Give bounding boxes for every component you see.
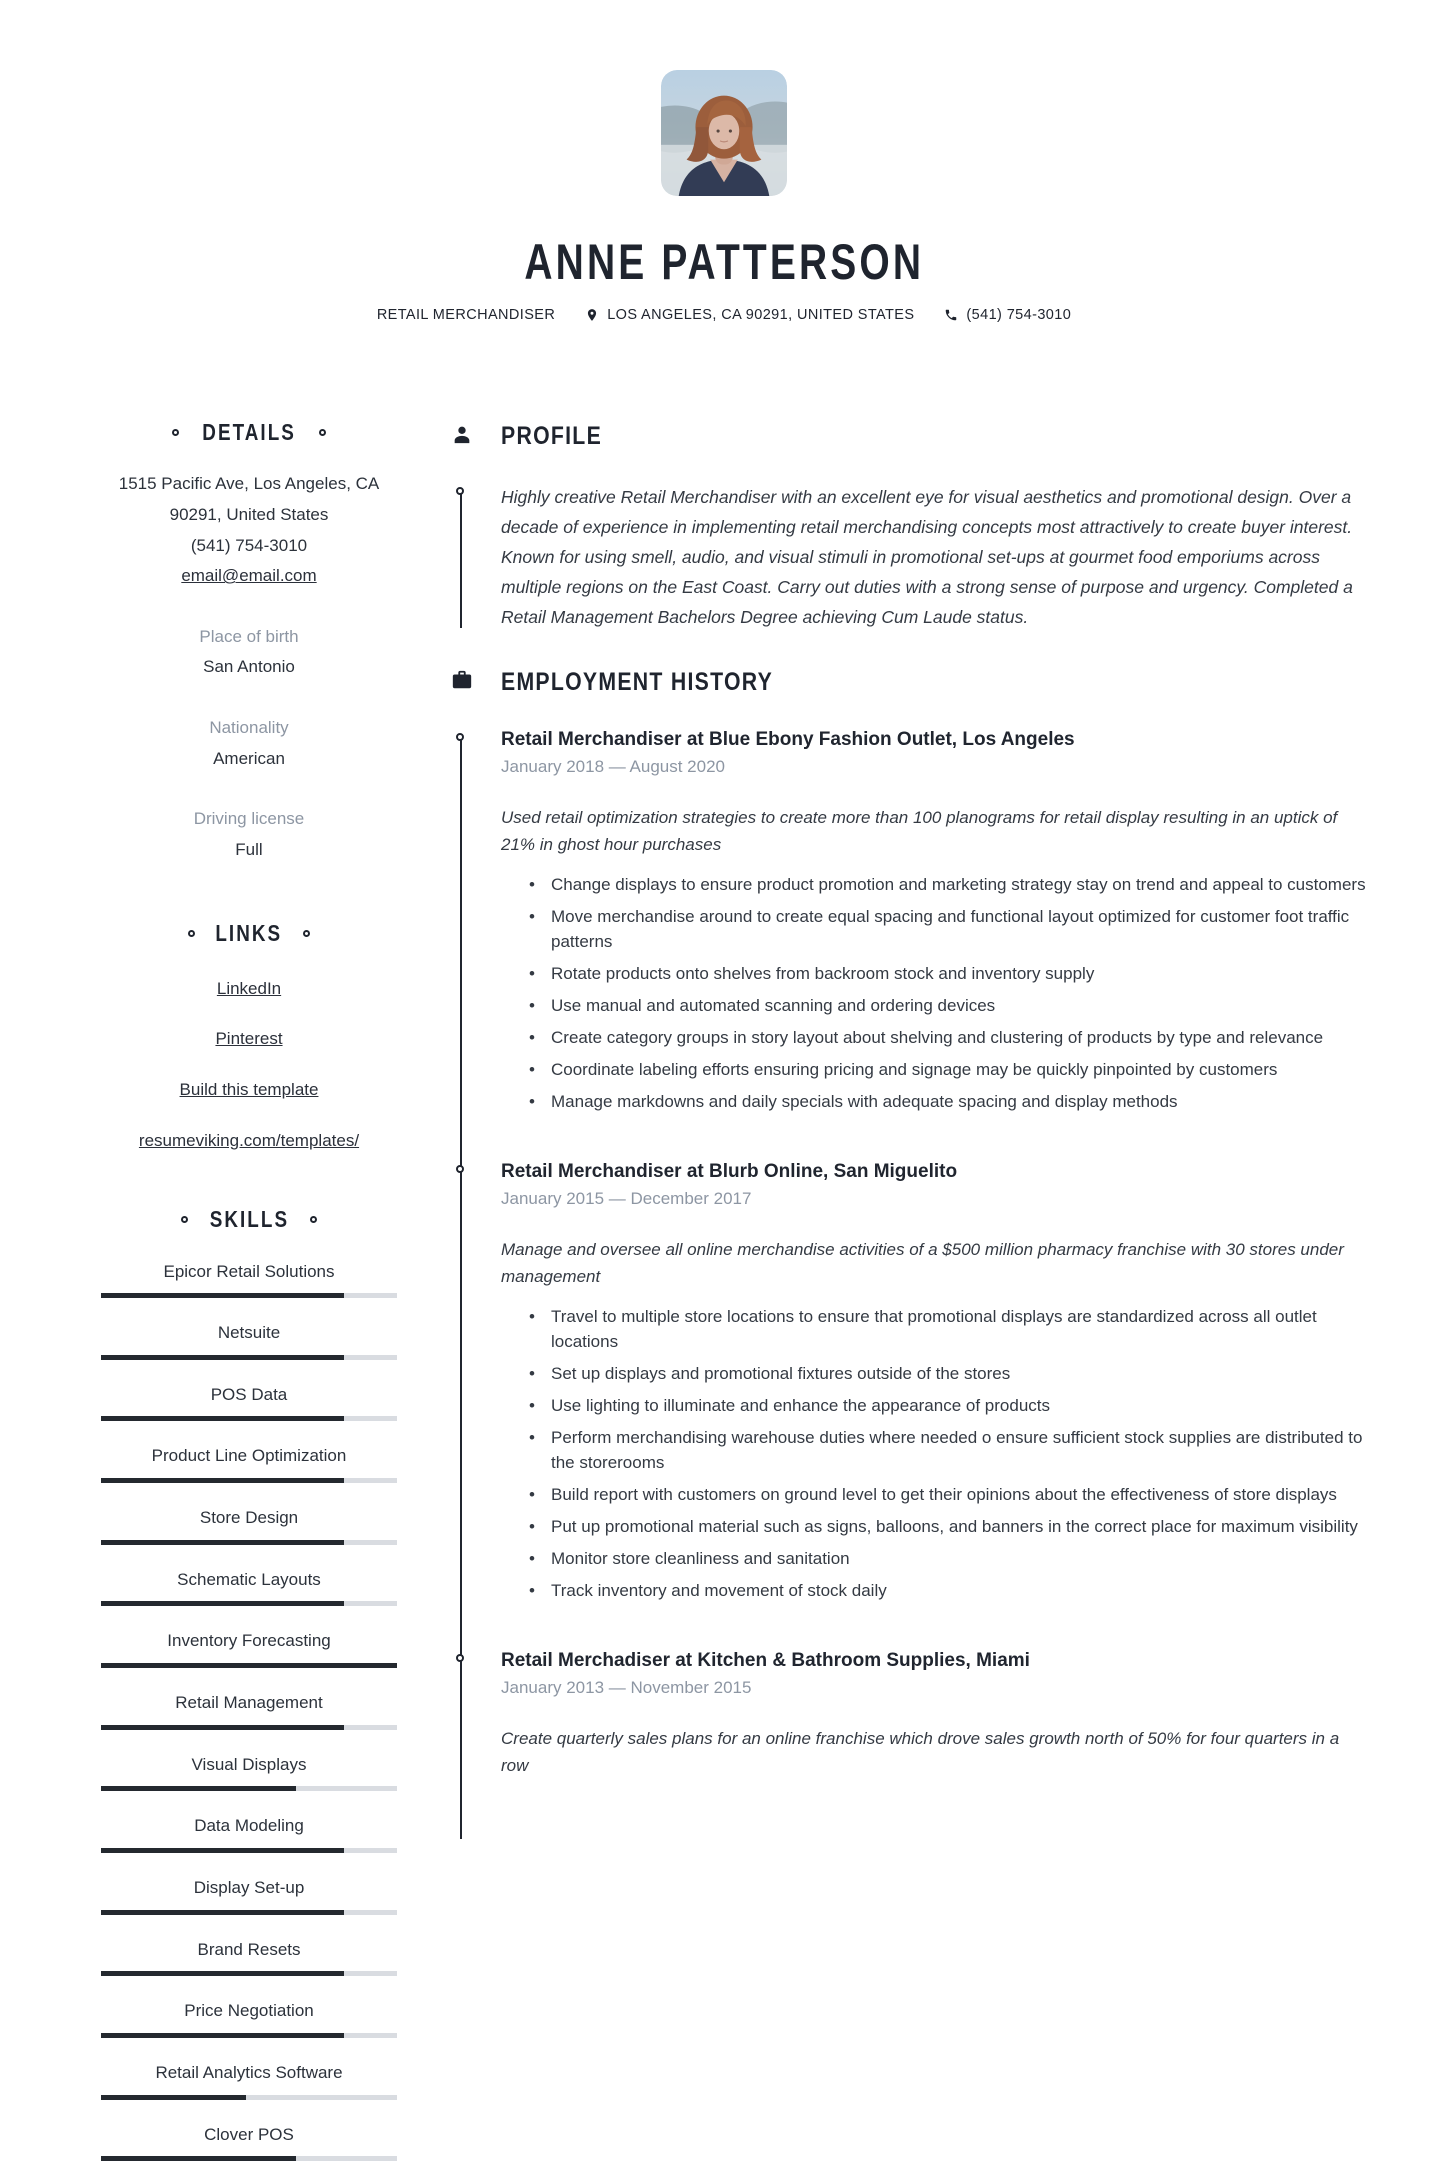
bullet-item: • Monitor store cleanliness and sanitation xyxy=(545,1546,1370,1571)
skill-item xyxy=(84,1568,414,1607)
bullet-item: • Track inventory and movement of stock daily xyxy=(545,1578,1370,1603)
profile-title: PROFILE xyxy=(501,420,602,452)
resume-header xyxy=(0,0,1448,323)
skill-bar xyxy=(101,1601,397,1606)
bullet-item: • Use lighting to illuminate and enhance the appearance of products xyxy=(545,1393,1370,1418)
skill-item xyxy=(84,1629,414,1668)
job-title: Retail Merchandiser at Blue Ebony Fashion Outlet, Los Angeles xyxy=(501,728,1370,752)
phone-number: (541) 754-3010 xyxy=(84,531,414,562)
skill-name: Data Modeling xyxy=(84,1814,414,1839)
job-entry xyxy=(501,728,1370,1114)
links-title-text: LINKS xyxy=(216,917,283,950)
contact-phone xyxy=(944,307,1071,323)
skill-name: Netsuite xyxy=(84,1321,414,1346)
bullet-item: • Move merchandise around to create equal spacing and functional layout optimized for customer foot traffic patterns xyxy=(545,904,1370,954)
skill-item xyxy=(84,1876,414,1915)
job-summary: Create quarterly sales plans for an online franchise which drove sales growth north of 50% for four quarters in a row xyxy=(501,1725,1370,1779)
details-title xyxy=(84,416,414,449)
bullet-item: • Coordinate labeling efforts ensuring pricing and signage may be quickly pinpointed by customers xyxy=(545,1057,1370,1082)
ring-icon xyxy=(172,429,179,436)
profile-body xyxy=(501,482,1370,632)
skill-bar-fill xyxy=(101,2156,296,2161)
skill-bar-fill xyxy=(101,1971,344,1976)
field-value: American xyxy=(84,744,414,775)
skills-title xyxy=(84,1203,414,1236)
skill-name: Store Design xyxy=(84,1506,414,1531)
skill-item xyxy=(84,1691,414,1730)
link-resumeviking[interactable]: resumeviking.com/templates/ xyxy=(139,1131,359,1150)
job-title: Retail Merchadiser at Kitchen & Bathroom Supplies, Miami xyxy=(501,1649,1370,1673)
skill-bar-fill xyxy=(101,1540,344,1545)
job-bullets xyxy=(501,1304,1370,1603)
skill-bar-fill xyxy=(101,1910,344,1915)
field-label: Driving license xyxy=(84,804,414,835)
employment-section xyxy=(501,666,1370,1779)
skill-bar-fill xyxy=(101,1786,296,1791)
skill-bar xyxy=(101,1786,397,1791)
job-entry xyxy=(501,1649,1370,1779)
skill-bar-fill xyxy=(101,1416,344,1421)
field-value: San Antonio xyxy=(84,652,414,683)
skill-bar xyxy=(101,1293,397,1298)
skill-item xyxy=(84,1383,414,1422)
skill-name: Product Line Optimization xyxy=(84,1444,414,1469)
candidate-name: ANNE PATTERSON xyxy=(524,233,924,291)
candidate-name-row xyxy=(0,233,1448,291)
field-label: Place of birth xyxy=(84,622,414,653)
detail-field xyxy=(84,804,414,865)
timeline-dot xyxy=(456,487,464,495)
bullet-item: • Put up promotional material such as signs, balloons, and banners in the correct place for maximum visibility xyxy=(545,1514,1370,1539)
skill-bar-fill xyxy=(101,2095,246,2100)
skill-bar xyxy=(101,1910,397,1915)
skill-item xyxy=(84,2123,414,2161)
timeline-dot xyxy=(456,733,464,741)
skill-name: Price Negotiation xyxy=(84,1999,414,2024)
link-pinterest[interactable]: Pinterest xyxy=(215,1029,282,1048)
skill-bar xyxy=(101,1848,397,1853)
field-value: Full xyxy=(84,835,414,866)
phone-icon xyxy=(944,308,958,322)
skill-name: Visual Displays xyxy=(84,1753,414,1778)
employment-header xyxy=(501,666,1370,698)
skill-bar xyxy=(101,1971,397,1976)
skill-bar-fill xyxy=(101,1663,397,1668)
location-pin-icon xyxy=(585,308,599,322)
role-text: RETAIL MERCHANDISER xyxy=(377,307,555,323)
location-text: LOS ANGELES, CA 90291, UNITED STATES xyxy=(607,307,914,323)
profile-header xyxy=(501,420,1370,452)
skill-bar-fill xyxy=(101,1293,344,1298)
skill-bar xyxy=(101,1355,397,1360)
main-column xyxy=(501,420,1370,1779)
bullet-item: • Create category groups in story layout about shelving and clustering of products by type and relevance xyxy=(545,1025,1370,1050)
contact-row xyxy=(0,307,1448,323)
bullet-item: • Rotate products onto shelves from backroom stock and inventory supply xyxy=(545,961,1370,986)
field-label: Nationality xyxy=(84,713,414,744)
skill-bar-fill xyxy=(101,1478,344,1483)
profile-photo-illustration xyxy=(661,70,787,196)
link-build-template[interactable]: Build this template xyxy=(180,1080,319,1099)
skill-name: Epicor Retail Solutions xyxy=(84,1260,414,1285)
skills-section xyxy=(84,1203,414,2161)
job-dates: January 2018 — August 2020 xyxy=(501,756,1370,778)
skill-item xyxy=(84,1444,414,1483)
job-summary: Manage and oversee all online merchandise activities of a $500 million pharmacy franchise with 30 stores under management xyxy=(501,1236,1370,1290)
employment-body xyxy=(501,728,1370,1779)
contact-location xyxy=(585,307,914,323)
timeline-dot xyxy=(456,1654,464,1662)
skill-bar-fill xyxy=(101,1355,344,1360)
skill-item xyxy=(84,1999,414,2038)
skill-item xyxy=(84,1753,414,1792)
person-icon xyxy=(451,423,473,445)
skill-bar xyxy=(101,1663,397,1668)
job-summary: Used retail optimization strategies to create more than 100 planograms for retail display resulting in an uptick of 21% in ghost hour purchases xyxy=(501,804,1370,858)
skill-bar xyxy=(101,1540,397,1545)
bullet-item: • Set up displays and promotional fixtures outside of the stores xyxy=(545,1361,1370,1386)
address: 1515 Pacific Ave, Los Angeles, CA 90291, United States xyxy=(103,469,395,530)
skill-name: Display Set-up xyxy=(84,1876,414,1901)
link-linkedin[interactable]: LinkedIn xyxy=(217,979,281,998)
bullet-item: • Perform merchandising warehouse duties where needed o ensure sufficient stock supplies are distributed to the storerooms xyxy=(545,1425,1370,1475)
job-title: Retail Merchandiser at Blurb Online, San Miguelito xyxy=(501,1160,1370,1184)
skill-item xyxy=(84,1814,414,1853)
skill-item xyxy=(84,1938,414,1977)
skill-bar-fill xyxy=(101,2033,344,2038)
skill-bar-fill xyxy=(101,1601,344,1606)
ring-icon xyxy=(319,429,326,436)
skill-bar xyxy=(101,1416,397,1421)
job-dates: January 2015 — December 2017 xyxy=(501,1188,1370,1210)
skill-name: Inventory Forecasting xyxy=(84,1629,414,1654)
bullet-item: • Build report with customers on ground level to get their opinions about the effectiveness of store displays xyxy=(545,1482,1370,1507)
links-title xyxy=(84,917,414,950)
job-bullets xyxy=(501,872,1370,1114)
employment-title: EMPLOYMENT HISTORY xyxy=(501,666,773,698)
skill-item xyxy=(84,1260,414,1299)
skill-name: Schematic Layouts xyxy=(84,1568,414,1593)
timeline-dot xyxy=(456,1165,464,1173)
skill-bar-fill xyxy=(101,1848,344,1853)
skills-title-text: SKILLS xyxy=(209,1203,288,1236)
job-entry xyxy=(501,1160,1370,1603)
ring-icon xyxy=(188,930,195,937)
skill-bar xyxy=(101,1478,397,1483)
profile-section xyxy=(501,420,1370,632)
skill-bar xyxy=(101,2095,397,2100)
skill-item xyxy=(84,2061,414,2100)
skill-bar xyxy=(101,1725,397,1730)
skill-bar xyxy=(101,2156,397,2161)
bullet-item: • Use manual and automated scanning and ordering devices xyxy=(545,993,1370,1018)
skill-item xyxy=(84,1321,414,1360)
ring-icon xyxy=(181,1216,188,1223)
skill-name: POS Data xyxy=(84,1383,414,1408)
email-link[interactable]: email@email.com xyxy=(181,566,316,585)
briefcase-icon xyxy=(451,669,473,691)
skill-item xyxy=(84,1506,414,1545)
skill-name: Brand Resets xyxy=(84,1938,414,1963)
job-dates: January 2013 — November 2015 xyxy=(501,1677,1370,1699)
skill-bar-fill xyxy=(101,1725,344,1730)
skill-bar xyxy=(101,2033,397,2038)
details-section xyxy=(84,416,414,865)
skill-name: Clover POS xyxy=(84,2123,414,2148)
links-section xyxy=(84,917,414,1153)
ring-icon xyxy=(303,930,310,937)
skill-name: Retail Analytics Software xyxy=(84,2061,414,2086)
detail-field xyxy=(84,713,414,774)
candidate-role xyxy=(377,307,555,323)
profile-photo xyxy=(661,70,787,196)
bullet-item: • Change displays to ensure product promotion and marketing strategy stay on trend and appeal to customers xyxy=(545,872,1370,897)
bullet-item: • Travel to multiple store locations to ensure that promotional displays are standardized across all outlet locations xyxy=(545,1304,1370,1354)
skill-name: Retail Management xyxy=(84,1691,414,1716)
details-title-text: DETAILS xyxy=(202,416,296,449)
bullet-item: • Manage markdowns and daily specials with adequate spacing and display methods xyxy=(545,1089,1370,1114)
phone-text: (541) 754-3010 xyxy=(966,307,1071,323)
ring-icon xyxy=(310,1216,317,1223)
detail-field xyxy=(84,622,414,683)
profile-text: Highly creative Retail Merchandiser with an excellent eye for visual aesthetics and promotional design. Over a decade of experience in implementing retail merchandising concepts most attractively to create buyer interest. Known for using smell, audio, and visual stimuli in promotional set-ups at gourmet food emporiums across multiple regions on the East Coast. Carry out duties with a strong sense of purpose and urgency. Completed a Retail Management Bachelors Degree achieving Cum Laude status. xyxy=(501,482,1370,632)
sidebar xyxy=(84,416,414,2161)
